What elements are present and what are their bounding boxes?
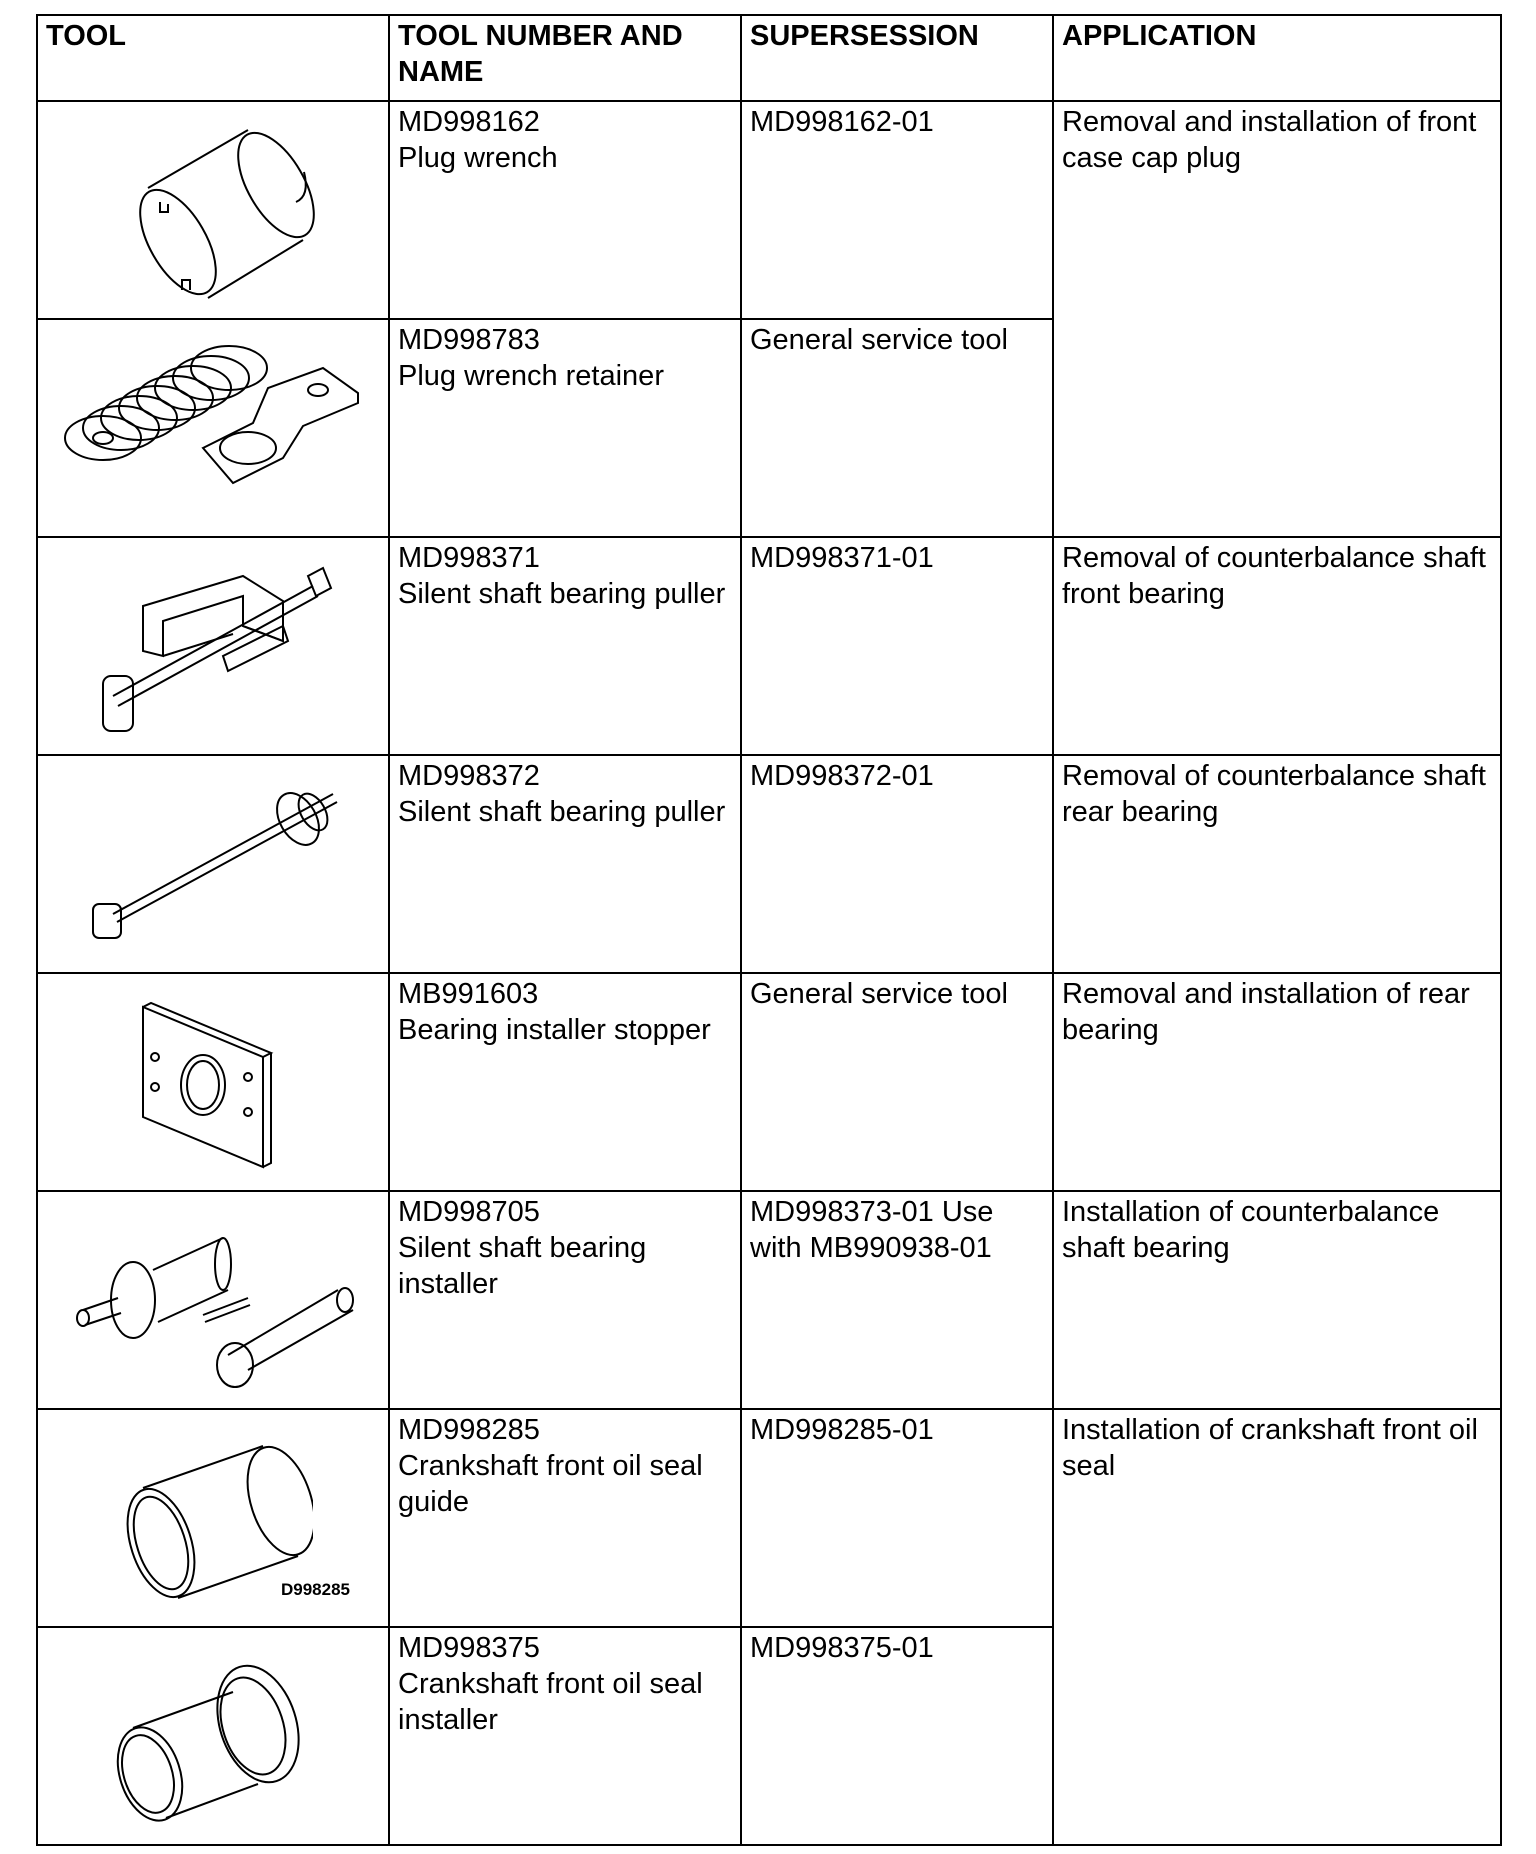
plug-wrench-retainer-icon: [53, 328, 373, 528]
table-row: [37, 537, 1501, 755]
bearing-puller-icon: [83, 546, 343, 746]
tool-number: MD998285: [398, 1414, 540, 1446]
table-row: [37, 1409, 1501, 1627]
tool-number: MD998371: [398, 542, 540, 574]
tool-cell: [37, 1409, 389, 1627]
supersession-cell: General service tool: [741, 973, 1053, 1191]
tool-name: Silent shaft bearing puller: [398, 796, 726, 828]
special-tools-table: [36, 14, 1502, 1846]
supersession-cell: MD998371-01: [741, 537, 1053, 755]
tool-number: MD998705: [398, 1196, 540, 1228]
tool-number-name-cell: [389, 1627, 741, 1845]
header-row: [37, 15, 1501, 101]
tool-cell: [37, 1191, 389, 1409]
application-cell: Installation of crankshaft front oil seal: [1053, 1409, 1501, 1845]
application-cell: Removal and installation of front case cap plug: [1053, 101, 1501, 537]
tool-number-name-cell: [389, 973, 741, 1191]
stopper-plate-icon: [133, 987, 293, 1177]
tool-name: Crankshaft front oil seal guide: [398, 1450, 703, 1518]
supersession-cell: MD998285-01: [741, 1409, 1053, 1627]
table-row: [37, 973, 1501, 1191]
supersession-cell: MD998372-01: [741, 755, 1053, 973]
tool-cell: [37, 101, 389, 319]
tool-number: MB991603: [398, 978, 539, 1010]
supersession-cell: MD998375-01: [741, 1627, 1053, 1845]
bearing-installer-icon: [63, 1210, 363, 1390]
table-row: [37, 755, 1501, 973]
tool-cell: [37, 973, 389, 1191]
tool-cell: [37, 537, 389, 755]
tool-number-name-cell: [389, 755, 741, 973]
supersession-cell: MD998373-01 Use with MB990938-01: [741, 1191, 1053, 1409]
application-cell: Removal of counterbalance shaft front bearing: [1053, 537, 1501, 755]
tool-name: Crankshaft front oil seal installer: [398, 1668, 703, 1736]
table-row: [37, 1191, 1501, 1409]
application-cell: Removal of counterbalance shaft rear bearing: [1053, 755, 1501, 973]
application-cell: Removal and installation of rear bearing: [1053, 973, 1501, 1191]
tool-number: MD998783: [398, 324, 540, 356]
tool-name: Silent shaft bearing installer: [398, 1232, 647, 1300]
tool-cell: [37, 319, 389, 537]
tool-number: MD998162: [398, 106, 540, 138]
tool-number-name-cell: [389, 537, 741, 755]
header-tool: TOOL: [37, 15, 389, 101]
tool-number-name-cell: [389, 1191, 741, 1409]
tool-number: MD998375: [398, 1632, 540, 1664]
tool-number-name-cell: [389, 319, 741, 537]
tool-name: Silent shaft bearing puller: [398, 578, 726, 610]
header-application: APPLICATION: [1053, 15, 1501, 101]
tool-name: Plug wrench retainer: [398, 360, 664, 392]
header-supersession: SUPERSESSION: [741, 15, 1053, 101]
tool-cell: [37, 1627, 389, 1845]
table-row: [37, 101, 1501, 319]
figure-label: D998285: [280, 1580, 350, 1599]
header-number-name: TOOL NUMBER AND NAME: [389, 15, 741, 101]
tool-cell: [37, 755, 389, 973]
oil-seal-installer-icon: [108, 1646, 318, 1826]
tool-number-name-cell: [389, 101, 741, 319]
plug-wrench-icon: [108, 110, 318, 310]
tool-name: Plug wrench: [398, 142, 558, 174]
supersession-cell: MD998162-01: [741, 101, 1053, 319]
tool-name: Bearing installer stopper: [398, 1014, 711, 1046]
application-cell: Installation of counterbalance shaft bearing: [1053, 1191, 1501, 1409]
supersession-cell: General service tool: [741, 319, 1053, 537]
tool-number-name-cell: [389, 1409, 741, 1627]
tool-number: MD998372: [398, 760, 540, 792]
bearing-puller-rod-icon: [73, 774, 353, 954]
